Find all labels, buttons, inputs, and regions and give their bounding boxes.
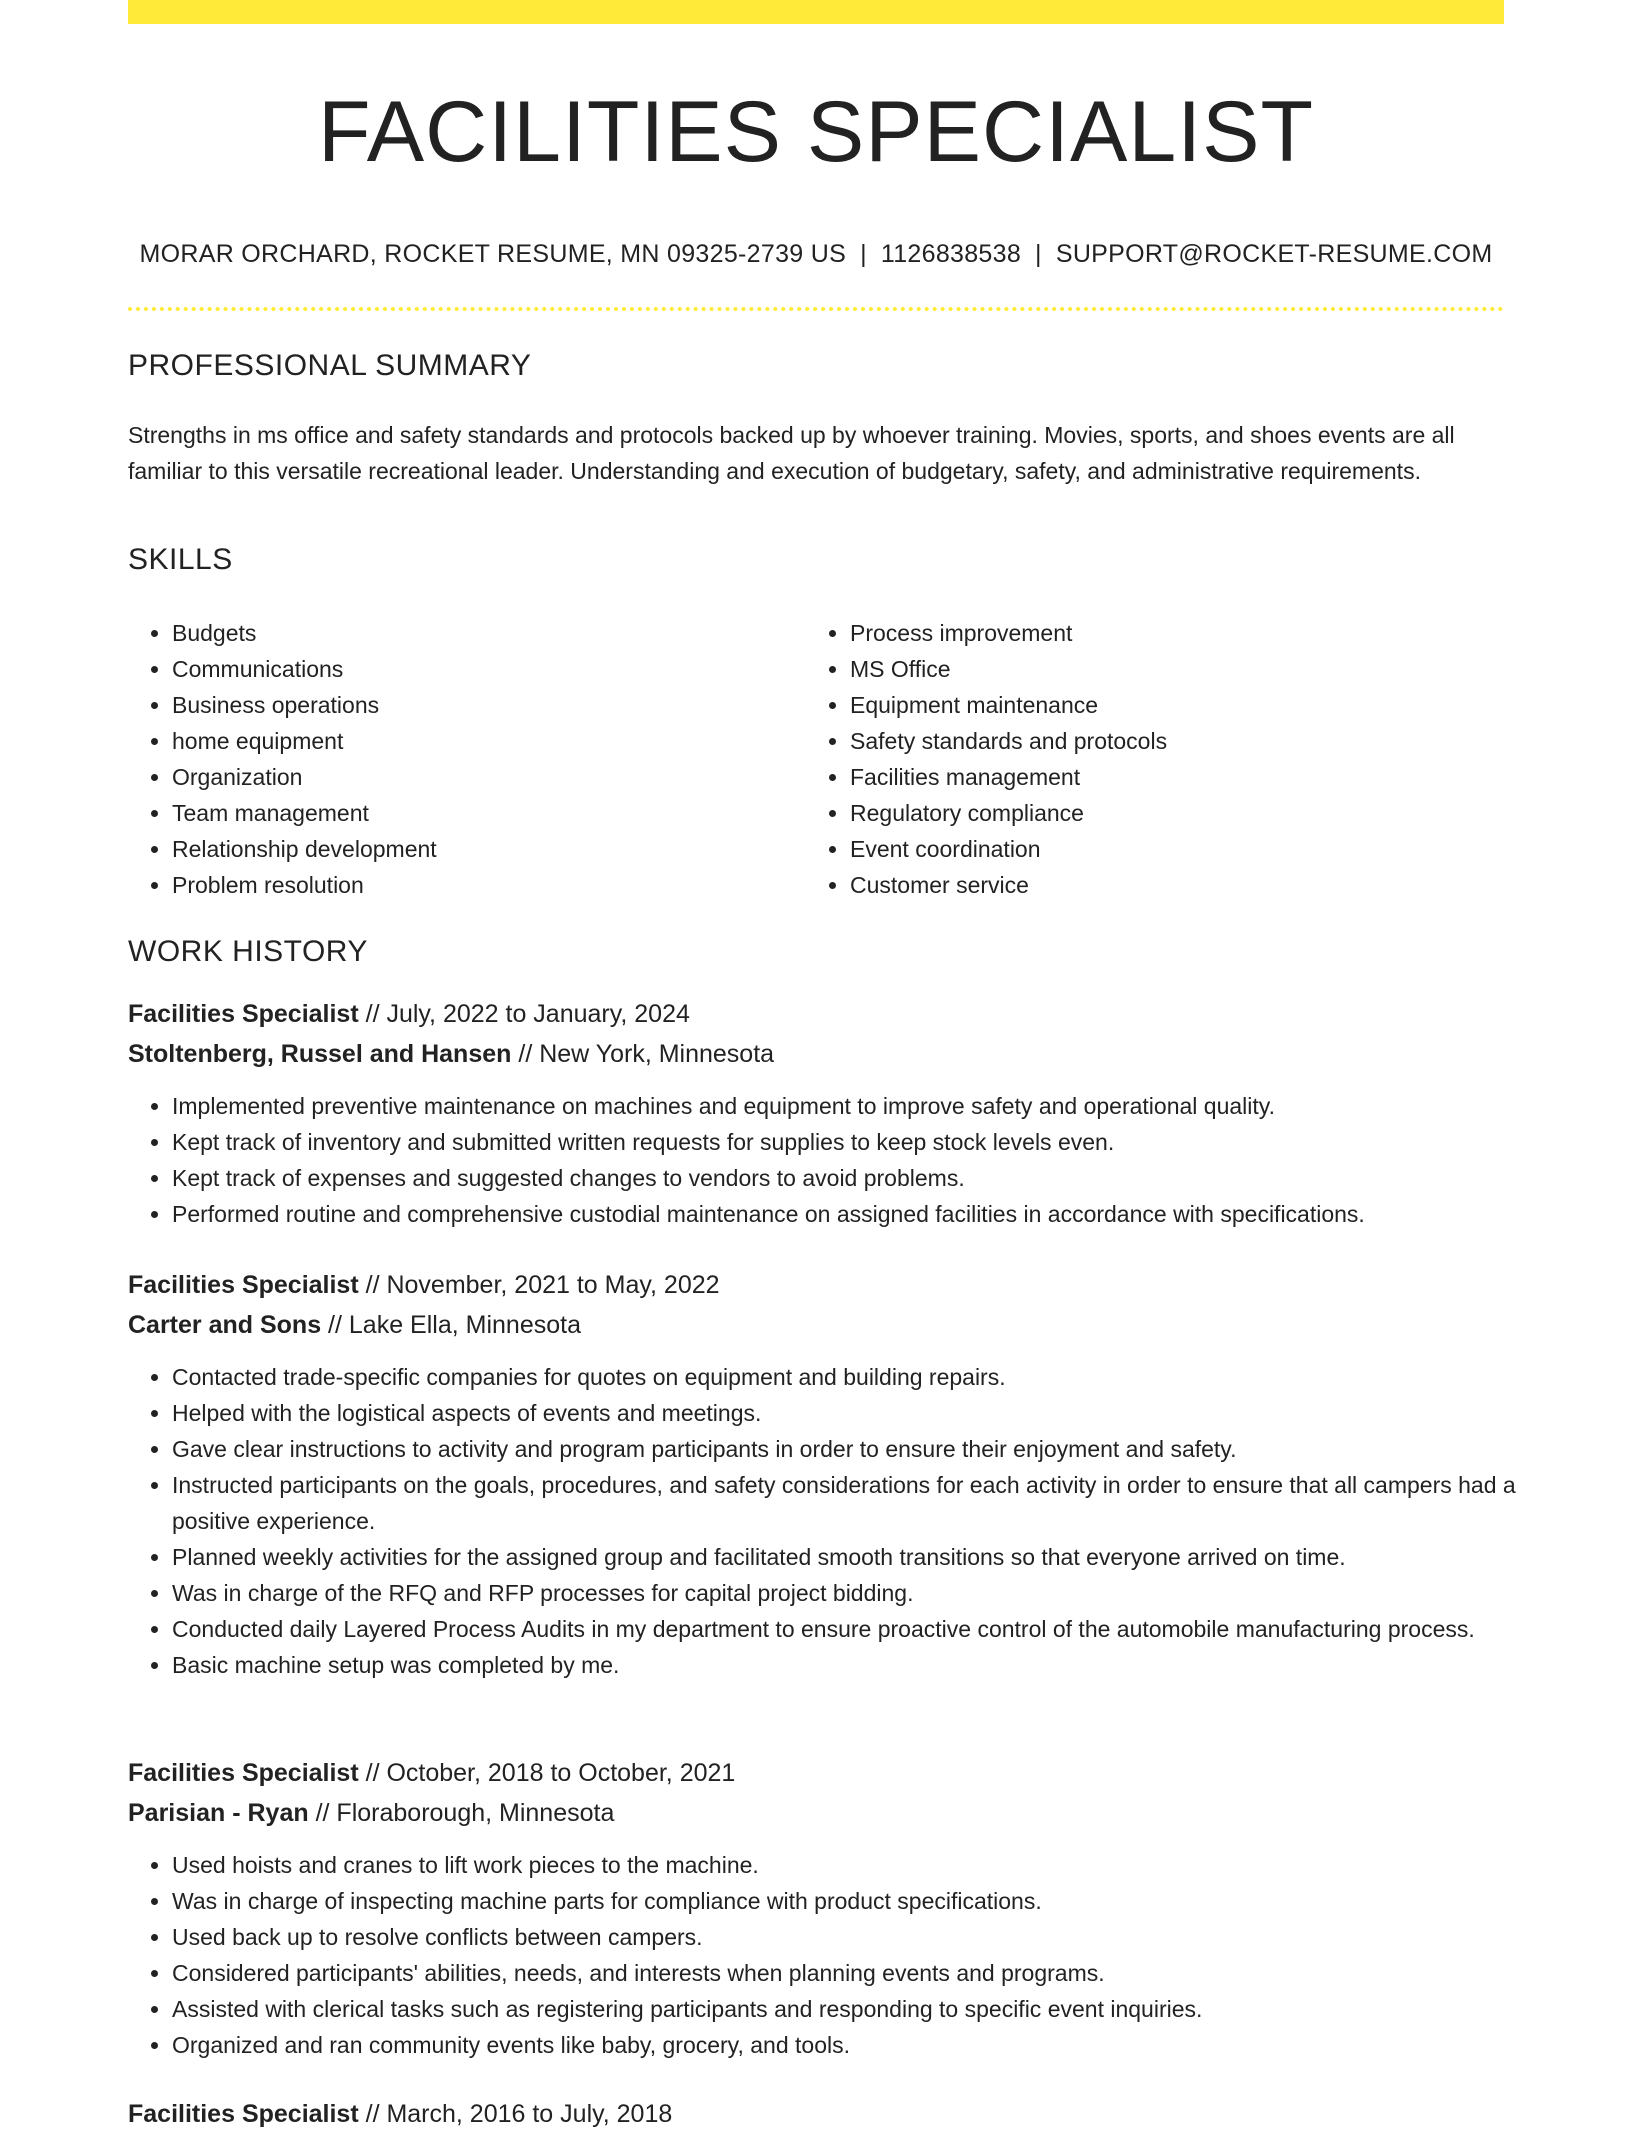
job-company: Carter and Sons bbox=[128, 1311, 322, 1339]
job-company-line bbox=[128, 1305, 1528, 1345]
email-link[interactable]: SUPPORT@ROCKET-RESUME.COM bbox=[1055, 240, 1493, 268]
job-bullet: • Performed routine and comprehensive custodial maintenance on assigned facilities in accordance with specifications. bbox=[172, 1196, 1528, 1232]
job-bullet: • Organized and ran community events like baby, grocery, and tools. bbox=[172, 2027, 1528, 2063]
job-bullet: • Kept track of inventory and submitted written requests for supplies to keep stock levels even. bbox=[172, 1124, 1528, 1160]
contact-line bbox=[128, 236, 1504, 272]
summary-text: Strengths in ms office and safety standards and protocols backed up by whoever training. Movies, sports, and shoes events are all familiar to this versatile recreational leader. Understanding and execution of budgetary, safety, and administrative requirements. bbox=[128, 422, 1455, 484]
job-bullet: • Used back up to resolve conflicts between campers. bbox=[172, 1919, 1528, 1955]
work-history-heading: WORK HISTORY bbox=[128, 935, 368, 968]
job-bullet: • Was in charge of the RFQ and RFP processes for capital project bidding. bbox=[172, 1575, 1528, 1611]
skill-item: • home equipment bbox=[172, 723, 788, 759]
job-dates: // November, 2021 to May, 2022 bbox=[358, 1271, 720, 1299]
job-bullet: • Instructed participants on the goals, procedures, and safety considerations for each activity in order to ensure that all campers had a positive experience. bbox=[172, 1467, 1528, 1539]
skills-heading: SKILLS bbox=[128, 543, 233, 576]
job-bullet: • Conducted daily Layered Process Audits in my department to ensure proactive control of the automobile manufacturing process. bbox=[172, 1611, 1528, 1647]
job-bullet: • Considered participants' abilities, needs, and interests when planning events and programs. bbox=[172, 1955, 1528, 1991]
summary-heading: PROFESSIONAL SUMMARY bbox=[128, 349, 532, 382]
job-bullet: • Assisted with clerical tasks such as registering participants and responding to specific event inquiries. bbox=[172, 1991, 1528, 2027]
skills-column-left bbox=[128, 615, 788, 903]
skill-item: • Safety standards and protocols bbox=[850, 723, 1466, 759]
job-entry bbox=[128, 994, 1528, 1232]
job-entry bbox=[128, 1753, 1528, 2063]
job-company: Parisian - Ryan bbox=[128, 1799, 309, 1827]
job-entry bbox=[128, 1265, 1528, 1683]
job-role: Facilities Specialist bbox=[128, 1000, 359, 1028]
job-dates: // October, 2018 to October, 2021 bbox=[358, 1759, 736, 1787]
skill-item: • Process improvement bbox=[850, 615, 1466, 651]
skill-item: • Customer service bbox=[850, 867, 1466, 903]
skill-item: • Team management bbox=[172, 795, 788, 831]
job-title-line bbox=[128, 1753, 1528, 1793]
job-bullet: • Basic machine setup was completed by me. bbox=[172, 1647, 1528, 1683]
job-location: // Floraborough, Minnesota bbox=[308, 1799, 615, 1827]
job-dates: // July, 2022 to January, 2024 bbox=[358, 1000, 690, 1028]
job-entry bbox=[128, 2094, 1528, 2134]
skill-item: • Facilities management bbox=[850, 759, 1466, 795]
skill-item: • Relationship development bbox=[172, 831, 788, 867]
job-bullet: • Implemented preventive maintenance on machines and equipment to improve safety and operational quality. bbox=[172, 1088, 1528, 1124]
job-role: Facilities Specialist bbox=[128, 1759, 359, 1787]
job-bullet: • Helped with the logistical aspects of events and meetings. bbox=[172, 1395, 1528, 1431]
job-bullet: • Contacted trade-specific companies for quotes on equipment and building repairs. bbox=[172, 1359, 1528, 1395]
job-title-line bbox=[128, 2094, 1528, 2134]
skill-item: • Problem resolution bbox=[172, 867, 788, 903]
skill-item: • Regulatory compliance bbox=[850, 795, 1466, 831]
separator: | bbox=[860, 240, 867, 268]
skill-item: • Communications bbox=[172, 651, 788, 687]
page-title: FACILITIES SPECIALIST bbox=[318, 84, 1314, 180]
job-bullet: • Kept track of expenses and suggested changes to vendors to avoid problems. bbox=[172, 1160, 1528, 1196]
phone: 1126838538 bbox=[880, 240, 1022, 268]
job-company-line bbox=[128, 1793, 1528, 1833]
skill-item: • Organization bbox=[172, 759, 788, 795]
skill-item: • Event coordination bbox=[850, 831, 1466, 867]
job-location: // New York, Minnesota bbox=[511, 1040, 775, 1068]
separator: | bbox=[1035, 240, 1042, 268]
job-company: Stoltenberg, Russel and Hansen bbox=[128, 1040, 512, 1068]
address: MORAR ORCHARD, ROCKET RESUME, MN 09325-2739 US bbox=[139, 240, 847, 268]
job-bullet: • Planned weekly activities for the assigned group and facilitated smooth transitions so that everyone arrived on time. bbox=[172, 1539, 1528, 1575]
skill-item: • MS Office bbox=[850, 651, 1466, 687]
job-dates: // March, 2016 to July, 2018 bbox=[358, 2100, 673, 2128]
job-bullet: • Was in charge of inspecting machine parts for compliance with product specifications. bbox=[172, 1883, 1528, 1919]
job-location: // Lake Ella, Minnesota bbox=[321, 1311, 581, 1339]
skills-column-right bbox=[806, 615, 1466, 903]
job-role: Facilities Specialist bbox=[128, 2100, 359, 2128]
job-bullet: • Used hoists and cranes to lift work pieces to the machine. bbox=[172, 1847, 1528, 1883]
accent-bar bbox=[128, 0, 1504, 24]
skill-item: • Equipment maintenance bbox=[850, 687, 1466, 723]
dotted-divider bbox=[128, 307, 1504, 311]
job-title-line bbox=[128, 994, 1528, 1034]
job-company-line bbox=[128, 1034, 1528, 1074]
job-bullet: • Gave clear instructions to activity and program participants in order to ensure their enjoyment and safety. bbox=[172, 1431, 1528, 1467]
skill-item: • Budgets bbox=[172, 615, 788, 651]
job-role: Facilities Specialist bbox=[128, 1271, 359, 1299]
skill-item: • Business operations bbox=[172, 687, 788, 723]
job-title-line bbox=[128, 1265, 1528, 1305]
